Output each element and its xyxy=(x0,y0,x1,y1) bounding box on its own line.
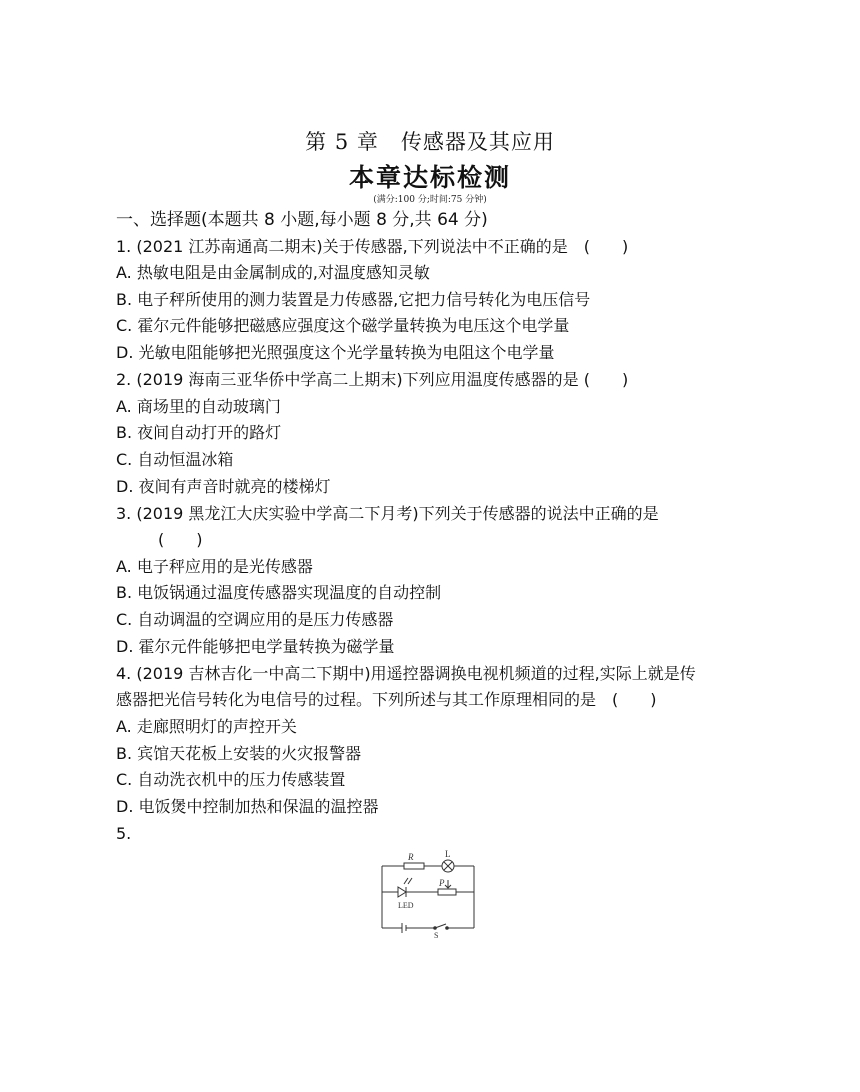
question-4-option-a: A. 走廊照明灯的声控开关 xyxy=(116,717,297,736)
question-4-stem-continued: 感器把光信号转化为电信号的过程。下列所述与其工作原理相同的是 ( ) xyxy=(116,690,657,709)
section-heading: 一、选择题(本题共 8 小题,每小题 8 分,共 64 分) xyxy=(116,210,488,230)
question-3-stem: 3. (2019 黑龙江大庆实验中学高二下月考)下列关于传感器的说法中正确的是 xyxy=(116,504,659,523)
question-3-option-b: B. 电饭锅通过温度传感器实现温度的自动控制 xyxy=(116,583,442,602)
question-4-option-d: D. 电饭煲中控制加热和保温的温控器 xyxy=(116,797,379,816)
question-2-option-b: B. 夜间自动打开的路灯 xyxy=(116,423,282,442)
question-3-answer-bracket: ( ) xyxy=(158,530,203,549)
label-led: LED xyxy=(398,901,414,910)
question-3-option-d: D. 霍尔元件能够把电学量转换为磁学量 xyxy=(116,637,395,656)
label-s: S xyxy=(434,931,439,938)
question-2-option-d: D. 夜间有声音时就亮的楼梯灯 xyxy=(116,477,331,496)
question-2-option-c: C. 自动恒温冰箱 xyxy=(116,450,234,469)
question-1-option-a: A. 热敏电阻是由金属制成的,对温度感知灵敏 xyxy=(116,263,430,282)
question-5-stem: 5. xyxy=(116,824,132,843)
question-3-option-a: A. 电子秤应用的是光传感器 xyxy=(116,557,313,576)
question-3-option-c: C. 自动调温的空调应用的是压力传感器 xyxy=(116,610,394,629)
circuit-diagram-icon xyxy=(378,848,478,938)
page-title: 本章达标检测 xyxy=(348,163,511,192)
question-2-option-a: A. 商场里的自动玻璃门 xyxy=(116,397,281,416)
question-1-stem: 1. (2021 江苏南通高二期末)关于传感器,下列说法中不正确的是 ( ) xyxy=(116,237,629,256)
label-p: P xyxy=(439,878,445,888)
question-4-stem: 4. (2019 吉林吉化一中高二下期中)用遥控器调换电视机频道的过程,实际上就是传 xyxy=(116,664,696,683)
question-1-option-b: B. 电子秤所使用的测力装置是力传感器,它把力信号转化为电压信号 xyxy=(116,290,591,309)
question-2-stem: 2. (2019 海南三亚华侨中学高二上期末)下列应用温度传感器的是 ( ) xyxy=(116,370,629,389)
chapter-title: 第 5 章 传感器及其应用 xyxy=(305,130,555,154)
question-4-option-b: B. 宾馆天花板上安装的火灾报警器 xyxy=(116,744,362,763)
label-r: R xyxy=(408,852,414,862)
question-1-option-c: C. 霍尔元件能够把磁感应强度这个磁学量转换为电压这个电学量 xyxy=(116,316,570,335)
question-1-option-d: D. 光敏电阻能够把光照强度这个光学量转换为电阻这个电学量 xyxy=(116,343,555,362)
exam-info: (满分:100 分;时间:75 分钟) xyxy=(373,195,487,205)
label-l: L xyxy=(445,849,451,859)
question-4-option-c: C. 自动洗衣机中的压力传感装置 xyxy=(116,770,346,789)
